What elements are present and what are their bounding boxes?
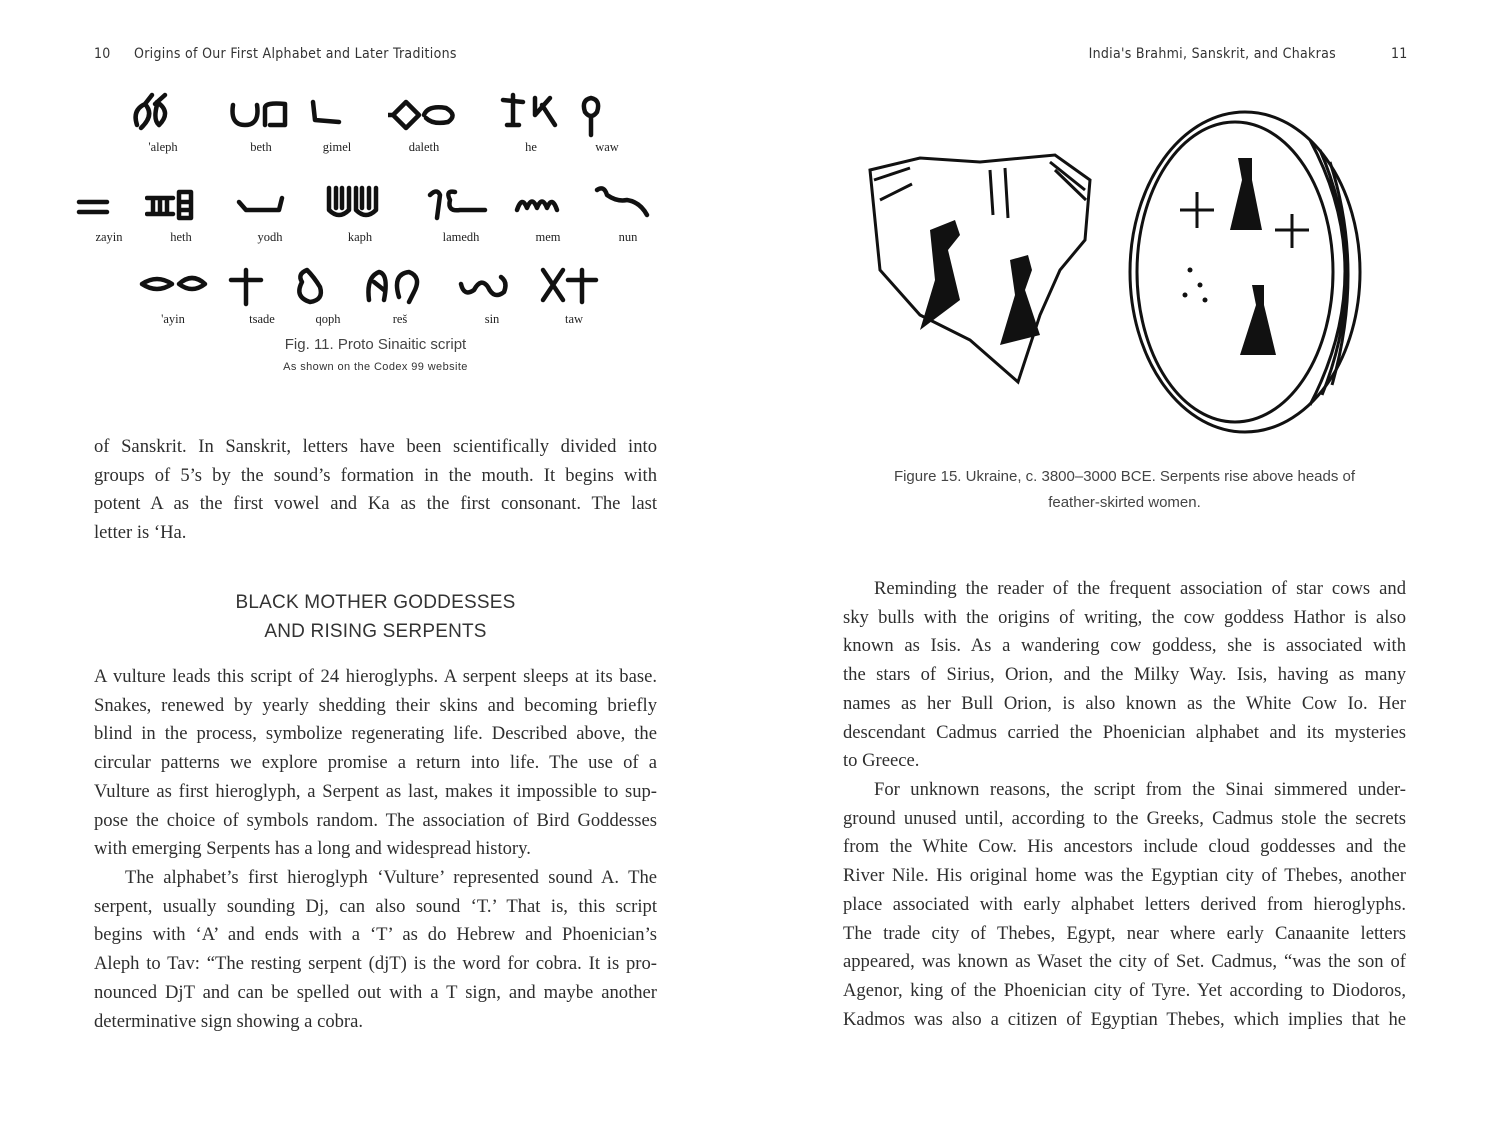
glyph-icon: [225, 90, 297, 138]
glyph-icon: [495, 90, 567, 138]
glyph-cell: [297, 90, 377, 155]
text-line: place associated with early alphabet letters derived from hieroglyphs.: [843, 893, 1406, 915]
text-line: Aleph to Tav: “The resting serpent (djT) is the word for cobra. It is pro-: [94, 953, 657, 975]
figure-15-illustration: [860, 100, 1400, 445]
glyph-icon: [145, 180, 217, 228]
glyph-label: nun: [618, 230, 638, 244]
glyph-label: taw: [564, 312, 584, 326]
figure-15-caption: [843, 464, 1406, 516]
glyph-icon: [512, 180, 584, 228]
glyph-icon: [73, 180, 145, 228]
glyph-icon: [538, 262, 610, 310]
figure-15-caption-line: Figure 15. Ukraine, c. 3800–3000 BCE. Serpents rise above heads of: [893, 468, 1356, 485]
text-line: ground unused until, according to the Greeks, Cadmus stole the secrets: [843, 807, 1406, 829]
glyph-label: mem: [535, 230, 561, 244]
glyph-label: sin: [484, 312, 500, 326]
glyph-icon: [571, 90, 643, 138]
glyph-label: zayin: [95, 230, 123, 244]
glyph-cell: [452, 262, 532, 327]
glyph-icon: [456, 262, 528, 310]
glyph-icon: [127, 90, 199, 138]
glyph-cell: [288, 262, 368, 327]
glyph-cell: [221, 90, 301, 155]
text-line: begins with ‘A’ and ends with a ‘T’ as do Hebrew and Phoenician’s: [94, 924, 657, 946]
glyph-label: heth: [170, 230, 192, 244]
glyph-icon: [292, 262, 364, 310]
glyph-cell: [133, 262, 213, 327]
glyph-cell: [69, 180, 149, 245]
text-line: names as her Bull Orion, is also known as the White Cow Io. Her: [843, 692, 1406, 714]
text-line: appeared, was known as Waset the city of Set. Cadmus, “was the son of: [843, 951, 1406, 973]
text-line: Agenor, king of the Phoenician city of Tyre. Yet according to Diodoros,: [843, 979, 1406, 1001]
glyph-cell: [360, 262, 440, 327]
section-heading: [94, 588, 657, 646]
glyph-cell: [588, 180, 668, 245]
text-line: River Nile. His original home was the Egyptian city of Thebes, another: [843, 865, 1406, 887]
text-line: blind in the process, symbolize regenerating life. Described above, the: [94, 723, 657, 745]
glyph-icon: [425, 180, 497, 228]
section-heading-line: BLACK MOTHER GODDESSES: [235, 592, 516, 613]
glyph-cell: [123, 90, 203, 155]
glyph-icon: [592, 180, 664, 228]
glyph-icon: [388, 90, 460, 138]
glyph-label: gimel: [322, 140, 352, 154]
right-page-number: 11: [1391, 46, 1408, 62]
text-line: potent A as the first vowel and Ka as the first consonant. The last: [94, 493, 657, 515]
text-line: The alphabet’s first hieroglyph ‘Vulture’ represented sound A. The: [125, 867, 657, 888]
glyph-icon: [301, 90, 373, 138]
text-line: with emerging Serpents has a long and widespread history.: [94, 838, 531, 860]
left-running-head: Origins of Our First Alphabet and Later Traditions: [134, 46, 457, 62]
glyph-label: reš: [392, 312, 408, 326]
figure-15-caption-line: feather-skirted women.: [1048, 494, 1201, 511]
figure-11-caption: Fig. 11. Proto Sinaitic script: [284, 336, 467, 353]
glyph-label: 'ayin: [161, 312, 185, 326]
right-running-head: India's Brahmi, Sanskrit, and Chakras: [1088, 46, 1336, 62]
text-line: known as Isis. As a wandering cow goddess, she is associated with: [843, 635, 1406, 657]
text-line: serpent, usually sounding Dj, can also sound ‘T.’ That is, this script: [94, 895, 657, 917]
right-paragraph-2: [843, 776, 1406, 1034]
glyph-label: he: [525, 140, 537, 154]
text-line: Snakes, renewed by yearly shedding their skins and becoming briefly: [94, 694, 657, 716]
text-line: pose the choice of symbols random. The association of Bird Goddesses: [94, 809, 657, 831]
glyph-cell: [141, 180, 221, 245]
text-line: letter is ‘Ha.: [94, 522, 187, 544]
glyph-label: yodh: [257, 230, 283, 244]
glyph-cell: [230, 180, 310, 245]
glyph-label: lamedh: [442, 230, 480, 244]
text-line: Reminding the reader of the frequent association of star cows and: [874, 578, 1406, 599]
text-line: Kadmos was also a citizen of Egyptian Thebes, which implies that he: [843, 1008, 1406, 1030]
glyph-cell: [320, 180, 400, 245]
glyph-label: 'aleph: [148, 140, 178, 154]
text-line: Vulture as first hieroglyph, a Serpent as last, makes it impossible to sup-: [94, 780, 657, 802]
text-line: circular patterns we explore promise a return into life. The use of a: [94, 752, 657, 774]
text-line: groups of 5’s by the sound’s formation in the mouth. It begins with: [94, 464, 657, 486]
glyph-label: beth: [250, 140, 272, 154]
glyph-label: kaph: [347, 230, 373, 244]
glyph-icon: [324, 180, 396, 228]
text-line: The trade city of Thebes, Egypt, near where early Canaanite letters: [843, 922, 1406, 944]
glyph-cell: [567, 90, 647, 155]
text-line: A vulture leads this script of 24 hieroglyphs. A serpent sleeps at its base.: [94, 666, 657, 687]
text-line: the stars of Sirius, Orion, and the Milky Way. Isis, having as many: [843, 664, 1406, 686]
text-line: descendant Cadmus carried the Phoenician alphabet and its mysteries: [843, 721, 1406, 743]
figure-11-credit: As shown on the Codex 99 website: [283, 361, 468, 373]
text-line: of Sanskrit. In Sanskrit, letters have been scientifically divided into: [94, 436, 657, 457]
glyph-cell: [421, 180, 501, 245]
text-line: For unknown reasons, the script from the Sinai simmered under-: [874, 779, 1406, 800]
left-paragraph-1: [94, 433, 657, 548]
text-line: nounced DjT and can be spelled out with a T sign, and maybe another: [94, 981, 657, 1003]
right-paragraph-1: [843, 575, 1406, 776]
glyph-cell: [384, 90, 464, 155]
glyph-label: qoph: [315, 312, 341, 326]
left-page-number: 10: [94, 46, 111, 62]
glyph-icon: [234, 180, 306, 228]
text-line: determinative sign showing a cobra.: [94, 1010, 364, 1032]
left-paragraph-3: [94, 864, 657, 1036]
glyph-cell: [491, 90, 571, 155]
text-line: sky bulls with the origins of writing, the cow goddess Hathor is also: [843, 606, 1406, 628]
left-paragraph-2: [94, 663, 657, 864]
text-line: from the White Cow. His ancestors include cloud goddesses and the: [843, 836, 1406, 858]
glyph-label: daleth: [408, 140, 440, 154]
glyph-label: waw: [595, 140, 619, 154]
glyph-cell: [508, 180, 588, 245]
glyph-icon: [137, 262, 209, 310]
glyph-cell: [534, 262, 614, 327]
glyph-icon: [364, 262, 436, 310]
section-heading-line: AND RISING SERPENTS: [264, 621, 487, 642]
glyph-label: tsade: [249, 312, 275, 326]
text-line: to Greece.: [843, 750, 920, 772]
